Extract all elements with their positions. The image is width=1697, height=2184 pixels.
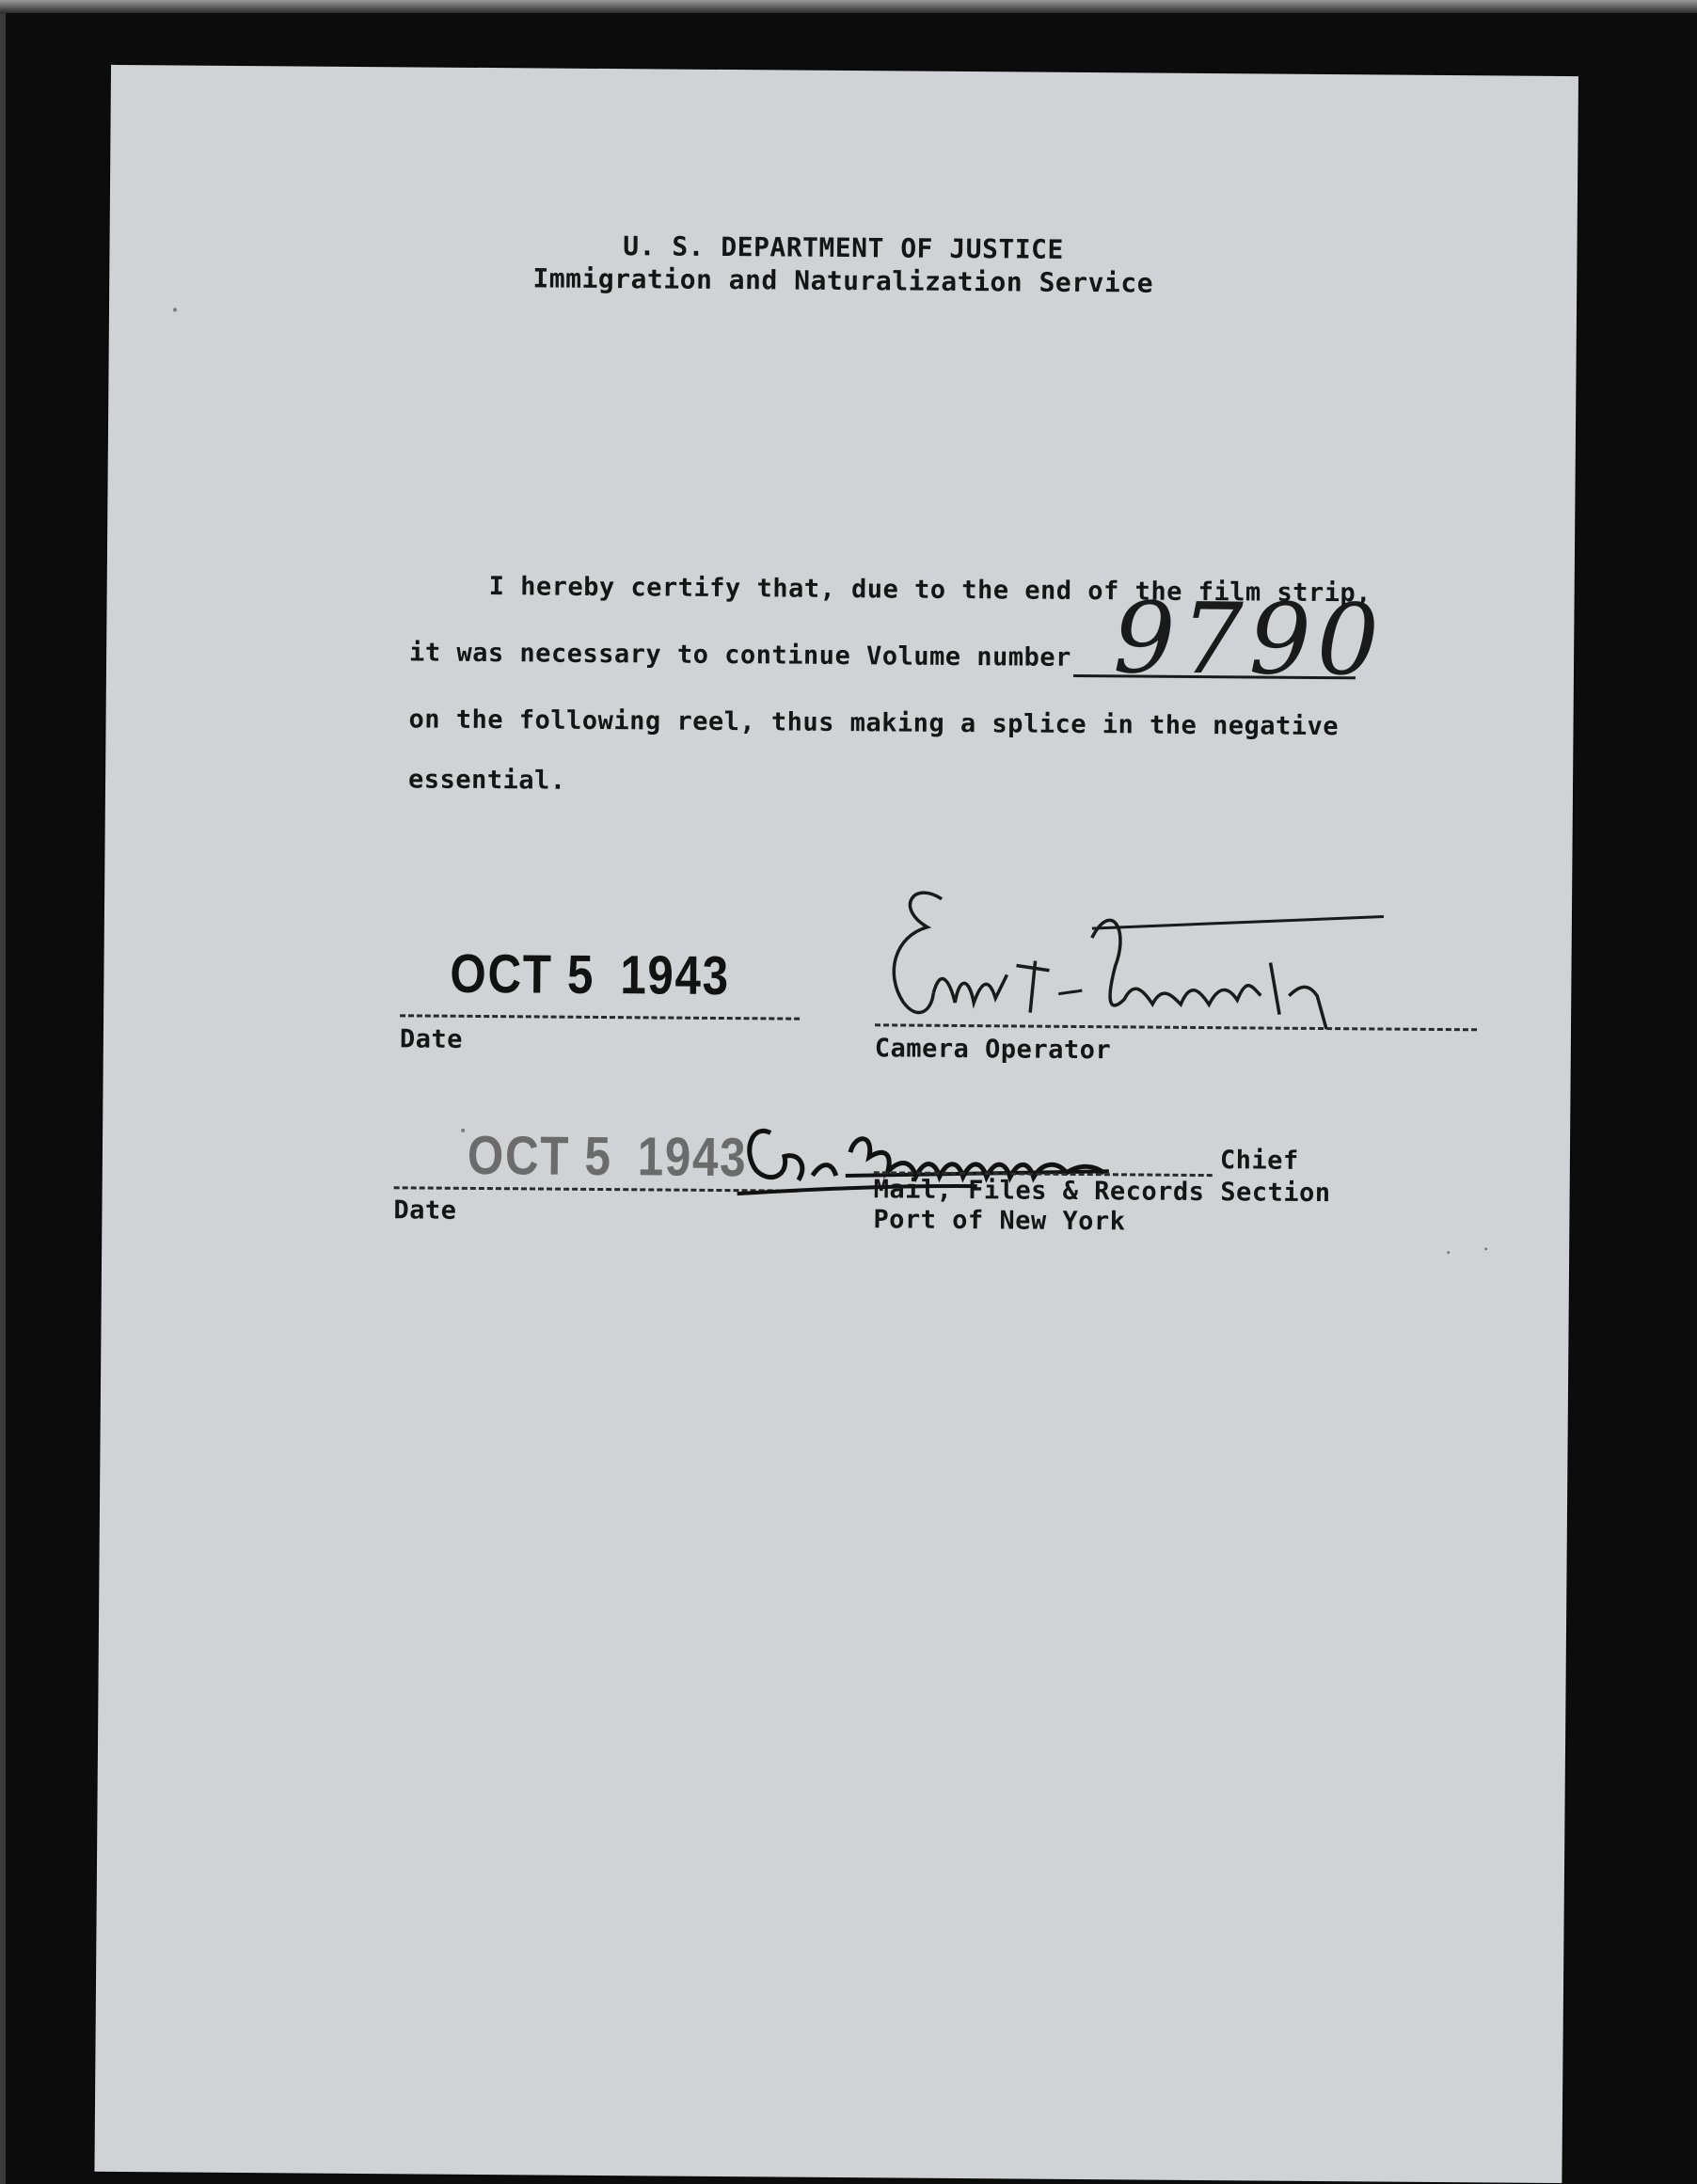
date-stamp-1-day: 5 xyxy=(566,943,595,1005)
date-line-1 xyxy=(400,1014,800,1020)
scan-speck xyxy=(1447,1251,1450,1254)
chief-label: Chief xyxy=(1219,1146,1299,1176)
date-stamp-2-day: 5 xyxy=(584,1125,612,1188)
scan-edge-top xyxy=(0,0,1697,13)
mail-files-records-label: Mail, Files & Records Section xyxy=(873,1175,1331,1209)
camera-operator-label: Camera Operator xyxy=(874,1034,1112,1066)
date-stamp-2-month: OCT xyxy=(467,1124,571,1187)
date-label-2: Date xyxy=(393,1195,457,1226)
date-stamp-1-year: 1943 xyxy=(620,944,731,1007)
date-stamp-1 xyxy=(450,942,730,1007)
certify-line-1: I hereby certify that, due to the end of the film strip, xyxy=(488,572,1372,609)
certify-line-4: essential. xyxy=(407,765,566,796)
certify-line-3: on the following reel, thus making a splice in the negative xyxy=(408,704,1340,742)
scan-edge-left xyxy=(0,13,6,2184)
certify-line-2: it was necessary to continue Volume number xyxy=(409,638,1071,673)
department-header: U. S. DEPARTMENT OF JUSTICE xyxy=(623,230,1064,265)
date-stamp-2-year: 1943 xyxy=(637,1126,748,1189)
service-header: Immigration and Naturalization Service xyxy=(532,262,1154,299)
volume-number-handwritten: 9790 xyxy=(1112,580,1386,698)
date-label-1: Date xyxy=(399,1024,464,1054)
scan-speck xyxy=(461,1129,465,1132)
scan-speck xyxy=(173,308,177,311)
date-stamp-1-month: OCT xyxy=(450,942,553,1005)
port-of-new-york-label: Port of New York xyxy=(873,1205,1126,1237)
document-page xyxy=(94,65,1578,2183)
scan-speck xyxy=(1484,1247,1487,1250)
date-stamp-2 xyxy=(468,1124,748,1189)
